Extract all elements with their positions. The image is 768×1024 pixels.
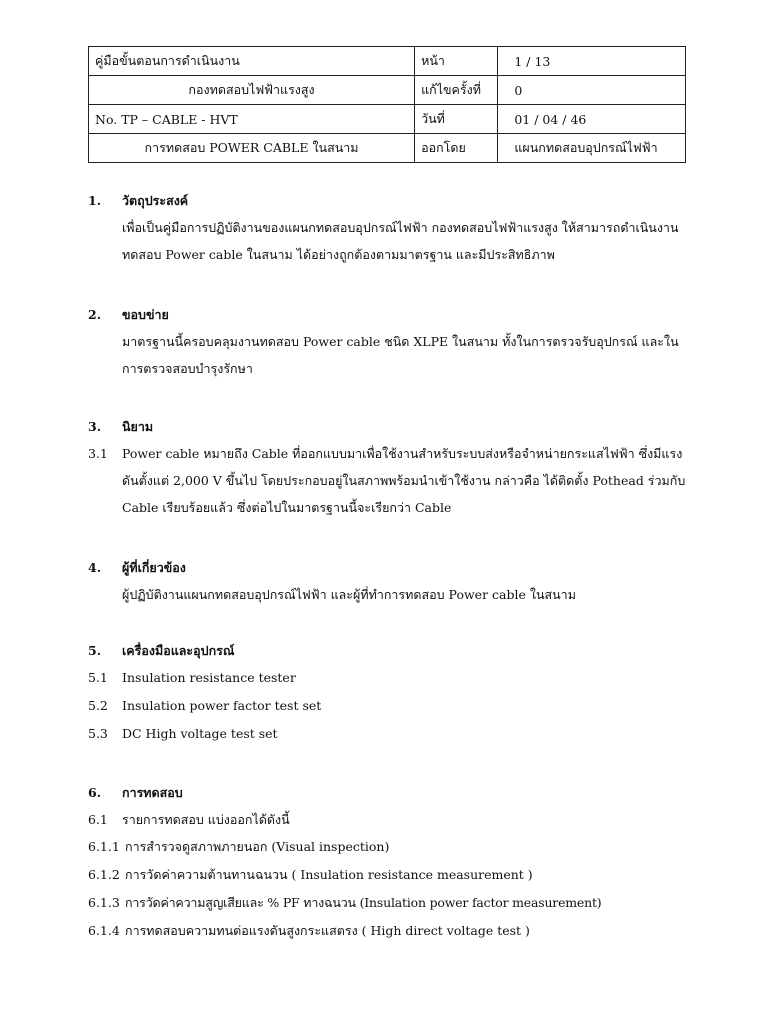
item-text: การวัดค่าความต้านทานฉนวน ( Insulation resistance measurement ) bbox=[125, 867, 533, 882]
section-title: การทดสอบ bbox=[122, 785, 183, 800]
item-number: 6.1.2 bbox=[88, 867, 120, 882]
item-number: 6.1.1 bbox=[88, 839, 120, 854]
document-header-table bbox=[88, 46, 686, 163]
document-number: No. TP – CABLE - HVT bbox=[89, 105, 415, 134]
issued-by-label: ออกโดย bbox=[415, 134, 498, 163]
page-value: 1 / 13 bbox=[514, 53, 551, 69]
revision-value-cell bbox=[498, 76, 686, 105]
section-number: 4. bbox=[88, 560, 102, 575]
item-text: การทดสอบความทนต่อแรงดันสูงกระแสตรง ( High direct voltage test ) bbox=[125, 923, 530, 938]
list-item bbox=[88, 664, 688, 692]
document-subject: การทดสอบ POWER CABLE ในสนาม bbox=[89, 134, 415, 163]
issued-by-value-cell bbox=[498, 134, 686, 163]
item-text: รายการทดสอบ แบ่งออกได้ดังนี้ bbox=[122, 812, 290, 827]
list-item bbox=[88, 833, 688, 861]
section-title: ผู้ที่เกี่ยวข้อง bbox=[122, 560, 186, 575]
section-number: 3. bbox=[88, 419, 102, 434]
item-number: 6.1 bbox=[88, 812, 108, 827]
section-heading bbox=[88, 414, 688, 440]
section-number: 2. bbox=[88, 307, 102, 322]
page-label: หน้า bbox=[415, 47, 498, 76]
item-text: DC High voltage test set bbox=[122, 726, 278, 741]
section-title: เครื่องมือและอุปกรณ์ bbox=[122, 643, 235, 658]
section-paragraph: มาตรฐานนี้ครอบคลุมงานทดสอบ Power cable ชนิด XLPE ในสนาม ทั้งในการตรวจรับอุปกรณ์ และในการตรวจสอบบำรุงรักษา bbox=[122, 334, 679, 376]
list-item bbox=[88, 440, 688, 521]
list-item bbox=[88, 861, 688, 889]
header-row bbox=[89, 47, 686, 76]
item-text: Power cable หมายถึง Cable ที่ออกแบบมาเพื่อใช้งานสำหรับระบบส่งหรือจำหน่ายกระแสไฟฟ้า ซึ่งมีแรงดันตั้งแต่ 2,000 V ขึ้นไป โดยประกอบอยู่ในสภาพพร้อมนำเข้าใช้งาน กล่าวคือ ได้ติดตั้ง Pothead ร่วมกับ Cable เรียบร้อยแล้ว ซึ่งต่อไปในมาตรฐานนี้จะเรียกว่า Cable bbox=[122, 446, 686, 515]
section-heading bbox=[88, 302, 688, 328]
date-value-cell bbox=[498, 105, 686, 134]
header-row bbox=[89, 134, 686, 163]
section-number: 5. bbox=[88, 643, 102, 658]
section-scope bbox=[88, 302, 688, 382]
section-stakeholders bbox=[88, 555, 688, 608]
revision-label: แก้ไขครั้งที่ bbox=[415, 76, 498, 105]
header-row bbox=[89, 76, 686, 105]
division-name: กองทดสอบไฟฟ้าแรงสูง bbox=[89, 76, 415, 105]
section-paragraph: ผู้ปฏิบัติงานแผนกทดสอบอุปกรณ์ไฟฟ้า และผู้ที่ทำการทดสอบ Power cable ในสนาม bbox=[122, 587, 576, 602]
item-text: Insulation resistance tester bbox=[122, 670, 296, 685]
section-title: นิยาม bbox=[122, 419, 154, 434]
item-number: 6.1.3 bbox=[88, 895, 120, 910]
header-row bbox=[89, 105, 686, 134]
section-tools bbox=[88, 638, 688, 748]
revision-value: 0 bbox=[514, 82, 523, 98]
date-label: วันที่ bbox=[415, 105, 498, 134]
item-text: การสำรวจดูสภาพภายนอก (Visual inspection) bbox=[125, 839, 390, 854]
item-number: 5.1 bbox=[88, 670, 108, 685]
item-text: การวัดค่าความสูญเสียและ % PF ทางฉนวน (Insulation power factor measurement) bbox=[125, 895, 602, 910]
section-title: ขอบข่าย bbox=[122, 307, 169, 322]
issued-by-value: แผนกทดสอบอุปกรณ์ไฟฟ้า bbox=[514, 140, 658, 155]
item-text: Insulation power factor test set bbox=[122, 698, 322, 713]
manual-title: คู่มือขั้นตอนการดำเนินงาน bbox=[89, 47, 415, 76]
list-item bbox=[88, 917, 688, 945]
section-title: วัตถุประสงค์ bbox=[122, 193, 189, 208]
item-number: 3.1 bbox=[88, 446, 108, 461]
item-number: 5.3 bbox=[88, 726, 108, 741]
item-number: 5.2 bbox=[88, 698, 108, 713]
section-number: 1. bbox=[88, 193, 102, 208]
section-heading bbox=[88, 188, 688, 214]
section-objective bbox=[88, 188, 688, 268]
section-heading bbox=[88, 555, 688, 581]
page-value-cell bbox=[498, 47, 686, 76]
list-item bbox=[88, 720, 688, 748]
list-item bbox=[88, 806, 688, 833]
section-testing bbox=[88, 780, 688, 945]
section-heading bbox=[88, 638, 688, 664]
item-number: 6.1.4 bbox=[88, 923, 120, 938]
section-definitions bbox=[88, 414, 688, 521]
list-item bbox=[88, 692, 688, 720]
section-number: 6. bbox=[88, 785, 102, 800]
date-value: 01 / 04 / 46 bbox=[514, 111, 587, 127]
list-item bbox=[88, 889, 688, 917]
section-paragraph: เพื่อเป็นคู่มือการปฏิบัติงานของแผนกทดสอบอุปกรณ์ไฟฟ้า กองทดสอบไฟฟ้าแรงสูง ให้สามารถดำเนินงานทดสอบ Power cable ในสนาม ได้อย่างถูกต้องตามมาตรฐาน และมีประสิทธิภาพ bbox=[122, 220, 679, 262]
section-heading bbox=[88, 780, 688, 806]
